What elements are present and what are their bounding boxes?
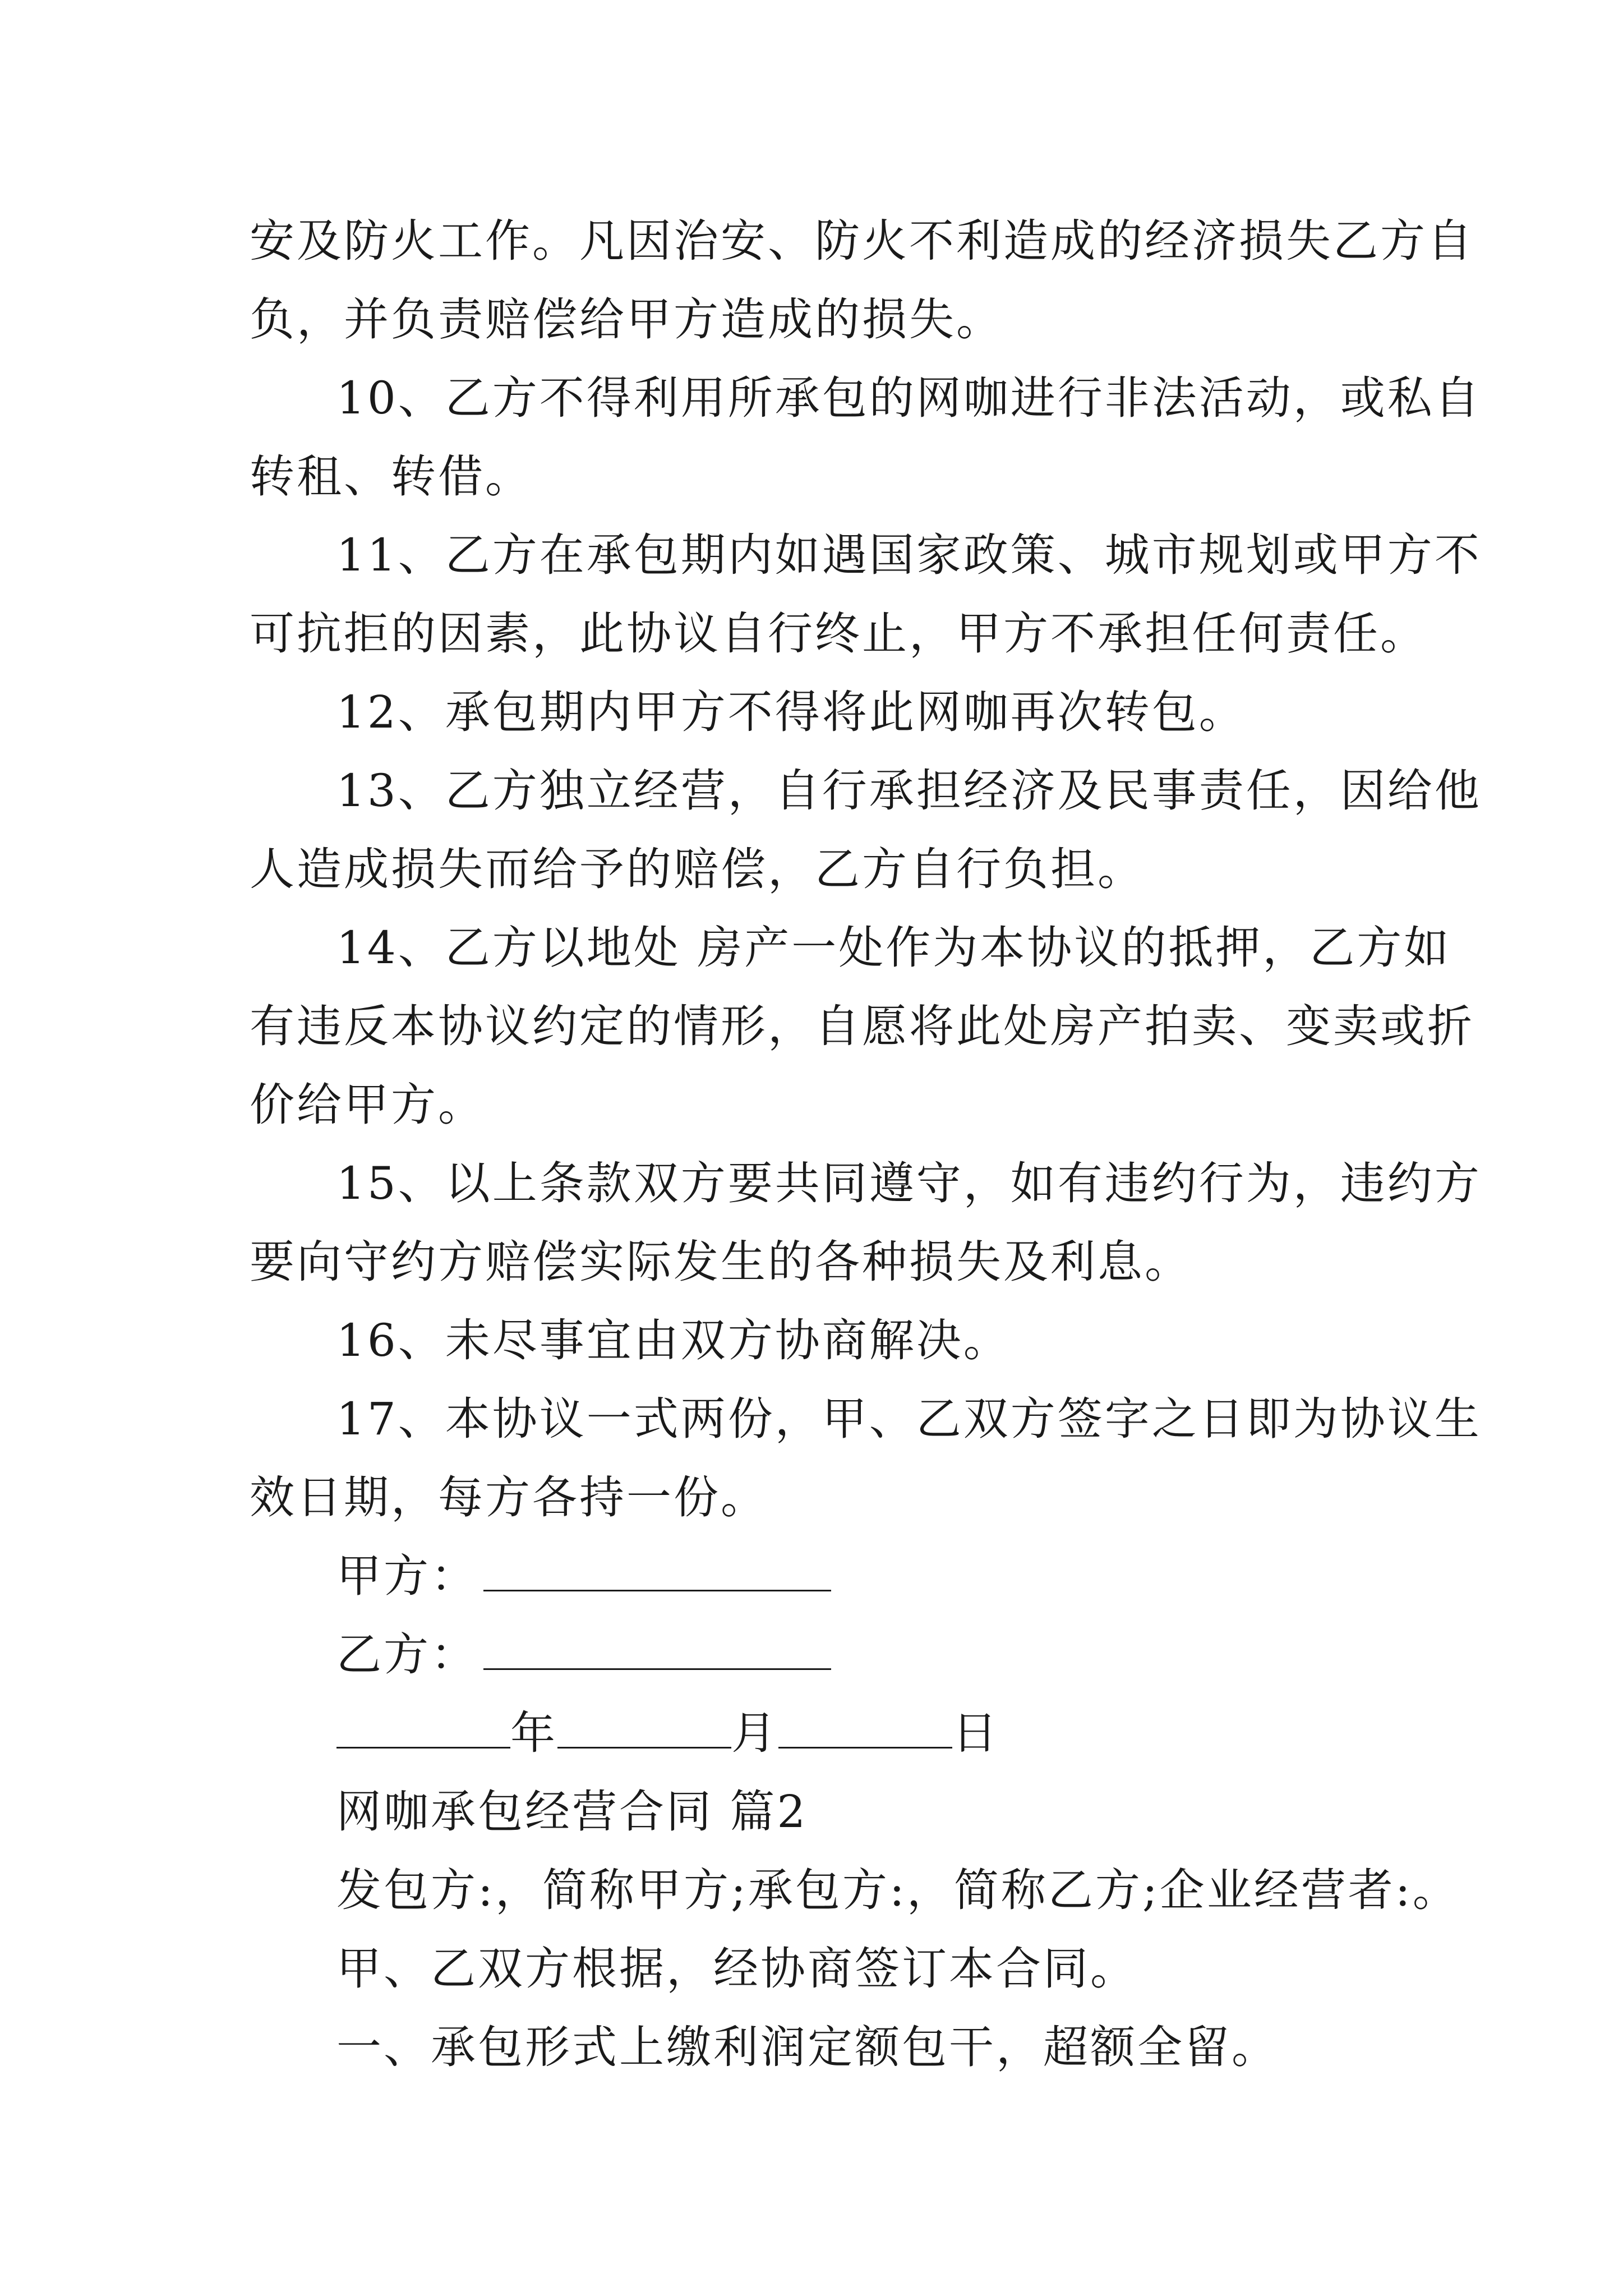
section-2-clause-1: 一、承包形式上缴利润定额包干，超额全留。: [336, 2021, 1279, 2073]
clause-10-line-1: 10、乙方不得利用所承包的网咖进行非法活动，或私自: [336, 372, 1482, 424]
party-b-signature-line: [336, 1627, 831, 1683]
date-line: [336, 1705, 999, 1761]
clause-14-line-3: 价给甲方。: [250, 1079, 485, 1131]
clause-12: 12、承包期内甲方不得将此网咖再次转包。: [336, 686, 1246, 738]
month-label: 月: [731, 1707, 778, 1759]
clause-15-line-2: 要向守约方赔偿实际发生的各种损失及利息。: [250, 1236, 1192, 1288]
clause-14-line-1: 14、乙方以地处 房产一处作为本协议的抵押，乙方如: [336, 922, 1451, 974]
clause-17-line-2: 效日期，每方各持一份。: [250, 1471, 768, 1524]
clause-13-line-2: 人造成损失而给予的赔偿，乙方自行负担。: [250, 843, 1145, 895]
clause-15-line-1: 15、以上条款双方要共同遵守，如有违约行为，违约方: [336, 1157, 1482, 1209]
clause-13-line-1: 13、乙方独立经营，自行承担经济及民事责任，因给他: [336, 765, 1482, 817]
clause-11-line-2: 可抗拒的因素，此协议自行终止，甲方不承担任何责任。: [250, 608, 1427, 660]
year-blank: [336, 1709, 510, 1749]
paragraph-9-line-1: 安及防火工作。凡因治安、防火不利造成的经济损失乙方自: [250, 215, 1474, 267]
clause-16: 16、未尽事宜由双方协商解决。: [336, 1314, 1011, 1366]
day-blank: [778, 1709, 952, 1749]
month-blank: [557, 1709, 731, 1749]
party-b-label: 乙方：: [336, 1628, 478, 1681]
clause-11-line-1: 11、乙方在承包期内如遇国家政策、城市规划或甲方不: [336, 529, 1482, 581]
year-label: 年: [510, 1707, 557, 1759]
clause-17-line-1: 17、本协议一式两份，甲、乙双方签字之日即为协议生: [336, 1393, 1482, 1445]
section-2-basis: 甲、乙双方根据，经协商签订本合同。: [336, 1943, 1137, 1995]
party-b-blank: [483, 1630, 831, 1670]
section-2-parties: 发包方:，简称甲方;承包方:，简称乙方;企业经营者:。: [336, 1864, 1460, 1916]
paragraph-9-line-2: 负，并负责赔偿给甲方造成的损失。: [250, 293, 1003, 346]
party-a-signature-line: [336, 1548, 831, 1604]
party-a-blank: [483, 1552, 831, 1591]
clause-10-line-2: 转租、转借。: [250, 450, 532, 503]
party-a-label: 甲方：: [336, 1550, 478, 1602]
section-2-title: 网咖承包经营合同 篇2: [336, 1786, 808, 1838]
day-label: 日: [952, 1707, 999, 1759]
clause-14-line-2: 有违反本协议约定的情形，自愿将此处房产拍卖、变卖或折: [250, 1000, 1474, 1052]
